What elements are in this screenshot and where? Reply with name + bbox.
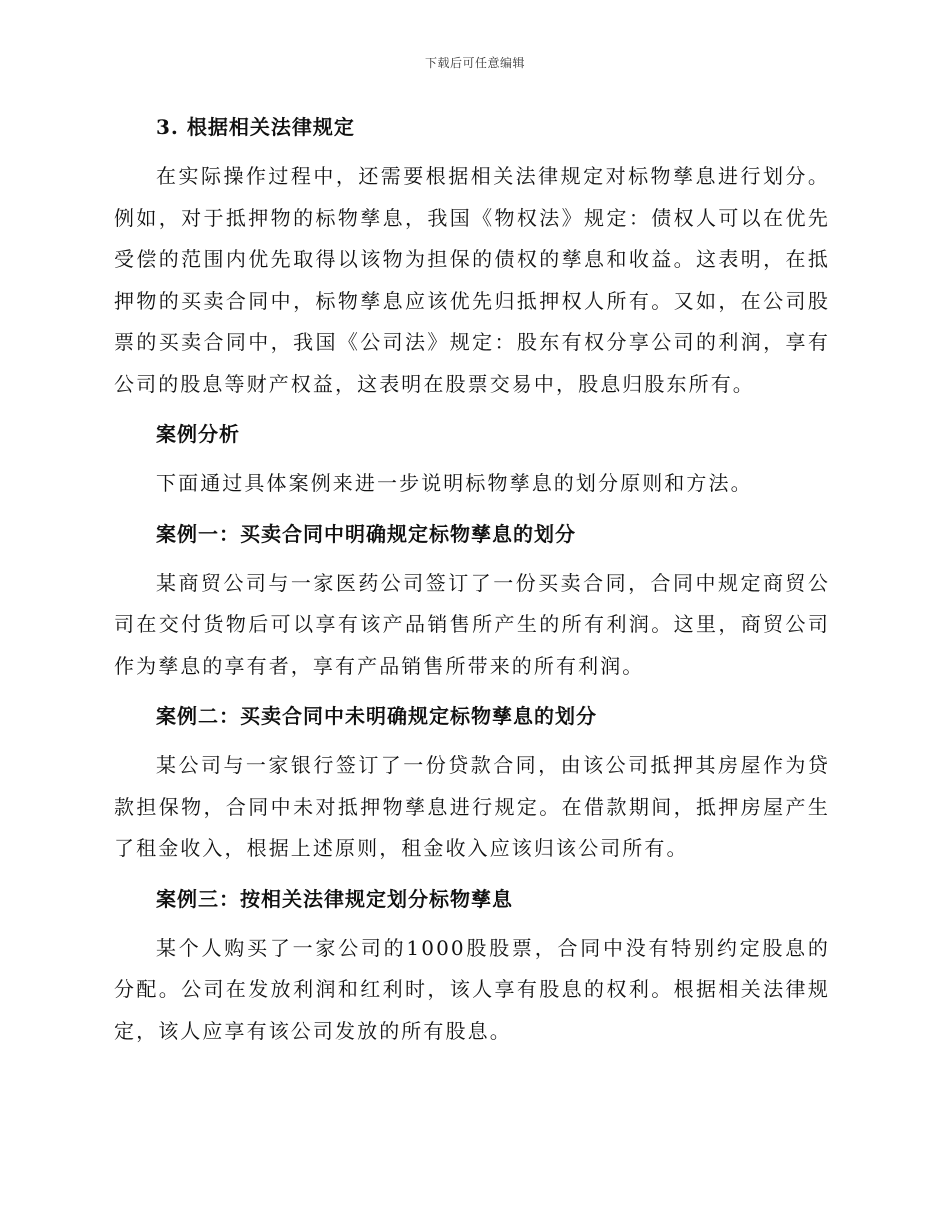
case-two-paragraph: 某公司与一家银行签订了一份贷款合同，由该公司抵押其房屋作为贷款担保物，合同中未对抵押物孳息进行规定。在借款期间，抵押房屋产生了租金收入，根据上述原则，租金收入应该归该公司所有。 bbox=[114, 753, 830, 860]
section-heading-legal-provisions: 3. 根据相关法律规定 bbox=[156, 115, 355, 139]
page-header: 下载后可任意编辑 bbox=[424, 56, 525, 70]
paragraph-case-intro: 下面通过具体案例来进一步说明标物孳息的划分原则和方法。 bbox=[156, 471, 753, 495]
paragraph-legal-provisions: 在实际操作过程中，还需要根据相关法律规定对标物孳息进行划分。例如，对于抵押物的标物孳息，我国《物权法》规定：债权人可以在优先受偿的范围内优先取得以该物为担保的债权的孳息和收益。这表明，在抵押物的买卖合同中，标物孳息应该优先归抵押权人所有。又如，在公司股票的买卖合同中，我国《公司法》规定：股东有权分享公司的利润，享有公司的股息等财产权益，这表明在股票交易中，股息归股东所有。 bbox=[114, 164, 830, 396]
document-body bbox=[114, 110, 830, 1052]
case-two-heading: 案例二：买卖合同中未明确规定标物孳息的划分 bbox=[156, 704, 597, 728]
section-heading-case-analysis: 案例分析 bbox=[156, 422, 240, 446]
case-three-heading: 案例三：按相关法律规定划分标物孳息 bbox=[156, 886, 513, 911]
case-one-paragraph: 某商贸公司与一家医药公司签订了一份买卖合同，合同中规定商贸公司在交付货物后可以享有该产品销售所产生的所有利润。这里，商贸公司作为孳息的享有者，享有产品销售所带来的所有利润。 bbox=[114, 570, 830, 678]
case-one-heading: 案例一：买卖合同中明确规定标物孳息的划分 bbox=[156, 521, 576, 546]
case-three-paragraph: 某个人购买了一家公司的1000股股票，合同中没有特别约定股息的分配。公司在发放利润和红利时，该人享有股息的权利。根据相关法律规定，该人应享有该公司发放的所有股息。 bbox=[114, 935, 830, 1043]
